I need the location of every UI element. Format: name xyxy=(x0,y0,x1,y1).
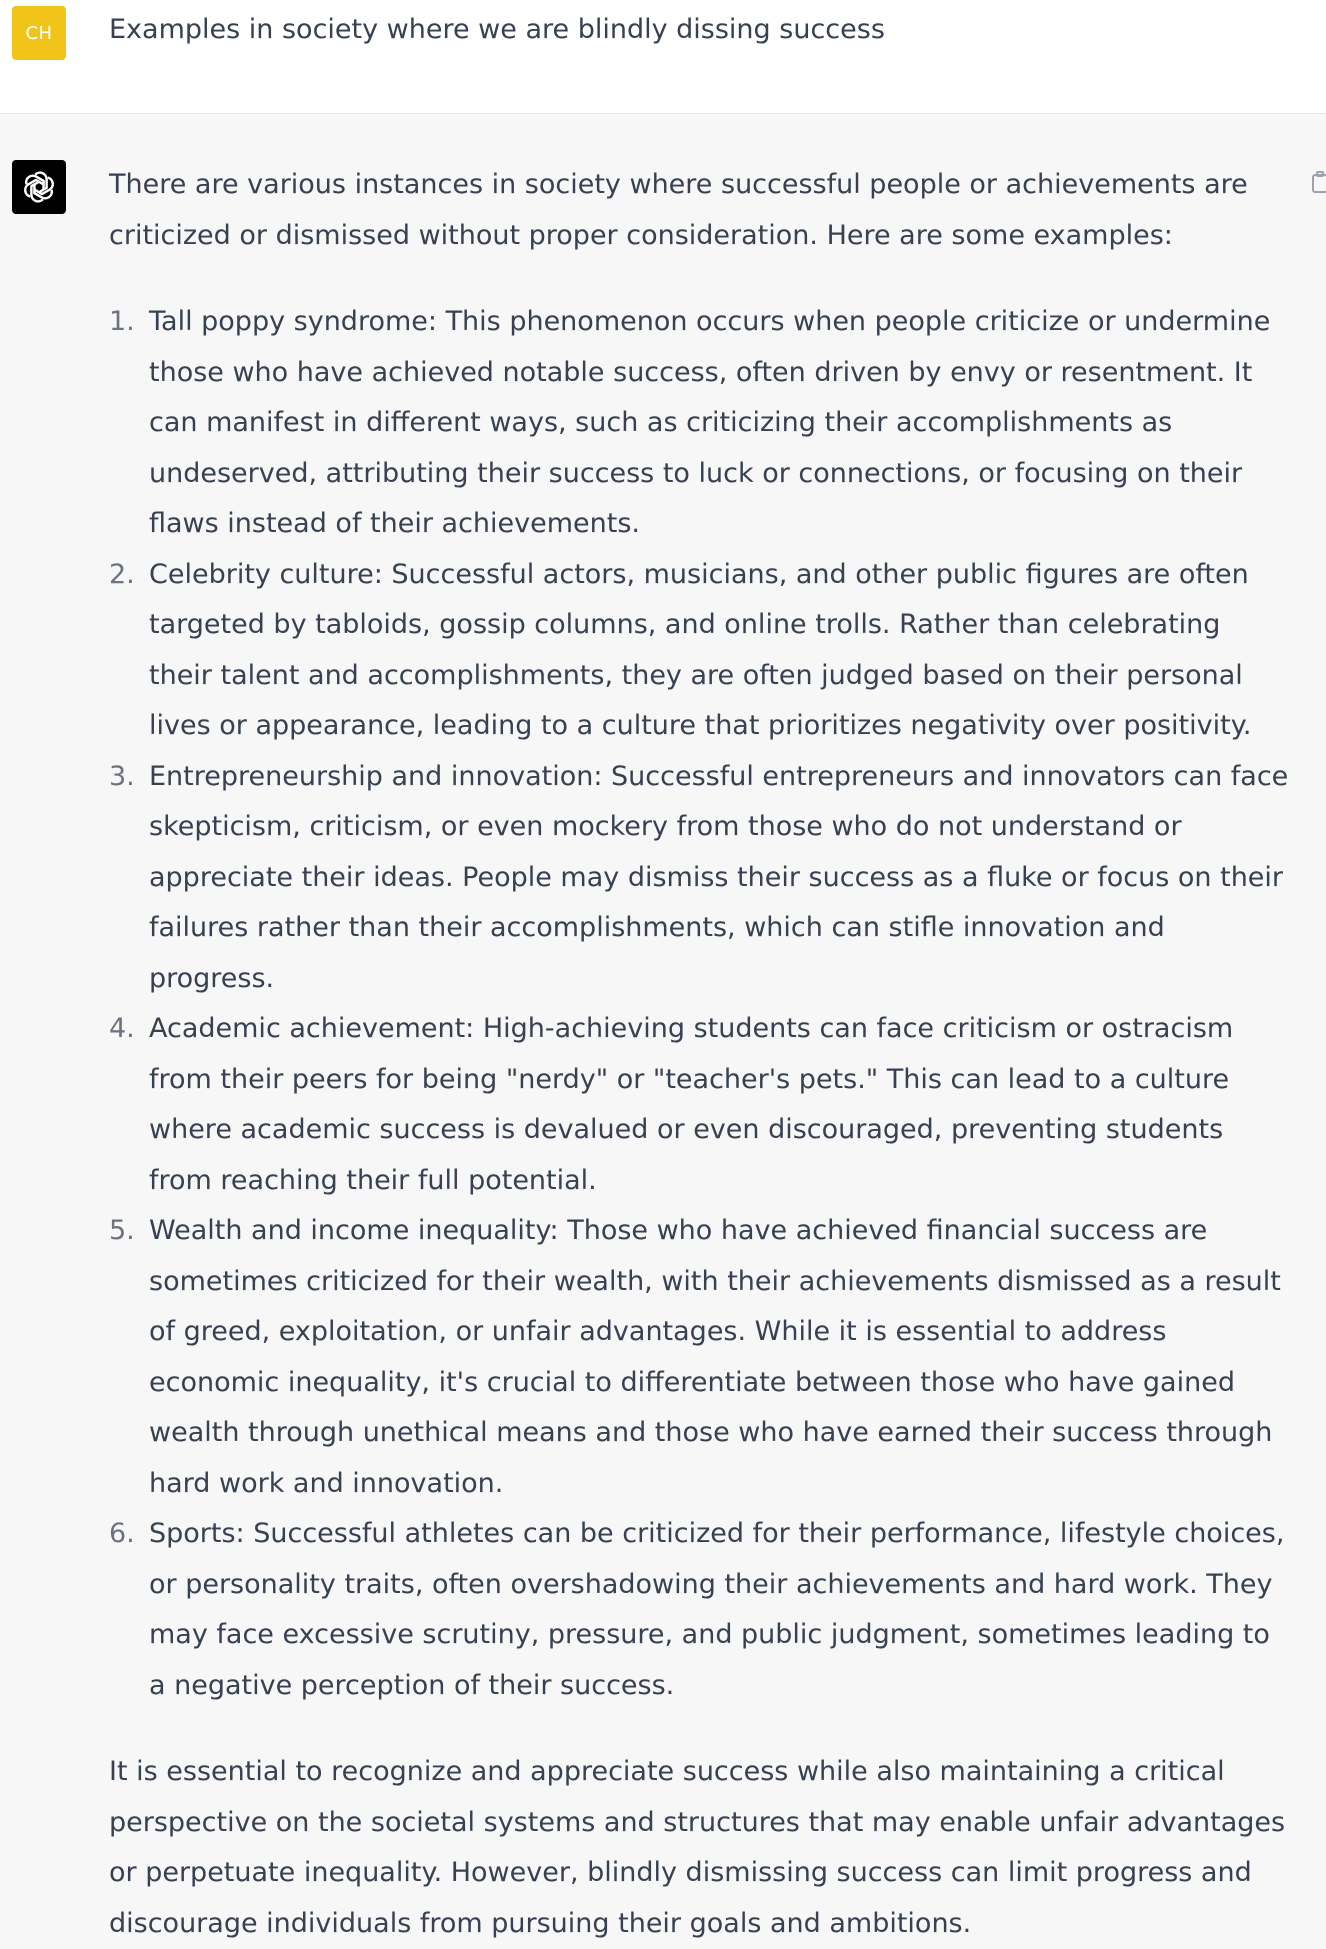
list-item-text: Academic achievement: High-achieving students can face criticism or ostracism from their peers for being "nerdy" or "teacher's pets." This can lead to a culture where academic success is devalued or even discouraged, preventing students from reaching their full potential. xyxy=(149,1013,1234,1196)
assistant-outro-paragraph: It is essential to recognize and appreciate success while also maintaining a critical perspective on the societal systems and structures that may enable unfair advantages or perpetuate inequality. However, blindly dismissing success can limit progress and discourage individuals from pursuing their goals and ambitions. xyxy=(109,1756,1286,1939)
list-item-number: 6. xyxy=(109,1518,135,1549)
list-item xyxy=(109,1004,1291,1206)
copy-button[interactable] xyxy=(1310,170,1326,194)
list-item xyxy=(109,297,1291,550)
examples-list xyxy=(109,297,1291,1711)
list-item-number: 3. xyxy=(109,760,135,792)
clipboard-icon xyxy=(1310,170,1326,194)
assistant-message-content xyxy=(109,160,1291,1949)
list-item xyxy=(109,1206,1291,1509)
list-item xyxy=(109,550,1291,752)
list-item-number: 5. xyxy=(109,1215,135,1246)
list-item-number: 2. xyxy=(109,558,135,590)
list-item-text: Entrepreneurship and innovation: Successful entrepreneurs and innovators can face skepticism, criticism, or even mockery from those who do not understand or appreciate their ideas. People may dismiss their success as a fluke or focus on their failures rather than their accomplishments, which can stifle innovation and progress. xyxy=(149,760,1289,994)
assistant-message-row xyxy=(0,114,1326,1939)
user-message-row xyxy=(0,0,1326,114)
list-item xyxy=(109,1509,1291,1711)
list-item-text: Sports: Successful athletes can be criticized for their performance, lifestyle choices, or personality traits, often overshadowing their achievements and hard work. They may face excessive scrutiny, pressure, and public judgment, sometimes leading to a negative perception of their success. xyxy=(149,1518,1285,1701)
list-item-number: 1. xyxy=(109,306,135,337)
list-item-text: Celebrity culture: Successful actors, musicians, and other public figures are often targeted by tabloids, gossip columns, and online trolls. Rather than celebrating their talent and accomplishments, they are often judged based on their personal lives or appearance, leading to a culture that prioritizes negativity over positivity. xyxy=(149,558,1252,741)
list-item-text: Tall poppy syndrome: This phenomenon occurs when people criticize or undermine those who have achieved notable success, often driven by envy or resentment. It can manifest in different ways, such as criticizing their accomplishments as undeserved, attributing their success to luck or connections, or focusing on their flaws instead of their achievements. xyxy=(149,306,1271,539)
assistant-avatar xyxy=(12,160,66,214)
assistant-intro-paragraph: There are various instances in society where successful people or achievements are criticized or dismissed without proper consideration. Here are some examples: xyxy=(109,169,1248,251)
user-message-text: Examples in society where we are blindly dissing success xyxy=(109,14,885,45)
list-item xyxy=(109,752,1291,1005)
user-avatar: CH xyxy=(12,6,66,60)
list-item-number: 4. xyxy=(109,1013,135,1044)
openai-logo-icon xyxy=(20,168,58,206)
list-item-text: Wealth and income inequality: Those who have achieved financial success are sometimes criticized for their wealth, with their achievements dismissed as a result of greed, exploitation, or unfair advantages. While it is essential to address economic inequality, it's crucial to differentiate between those who have gained wealth through unethical means and those who have earned their success through hard work and innovation. xyxy=(149,1215,1281,1499)
